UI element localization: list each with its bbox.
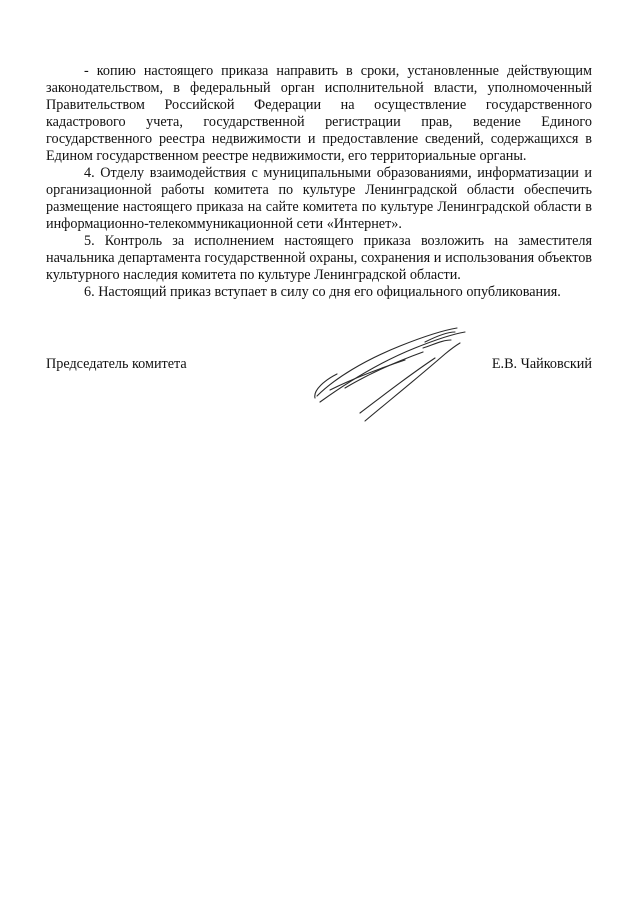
paragraph-copy-directive: - копию настоящего приказа направить в сроки, установленные действующим законодательством, в федеральный орган исполнительной власти, уполномоченный Правительством Российской Федерации на осуществление государственного кадастрового учета, государственной регистрации прав, ведение Единого государственного реестра недвижимости и предоставление сведений, содержащихся в Едином государственном реестре недвижимости, его территориальные органы.: [46, 63, 592, 164]
paragraph-item-5: 5. Контроль за исполнением настоящего приказа возложить на заместителя начальника департамента государственной охраны, сохранения и использования объектов культурного наследия комитета по культуре Ленинградской области.: [46, 233, 592, 283]
document-body: [46, 63, 592, 301]
signatory-name: Е.В. Чайковский: [491, 356, 592, 372]
signatory-title: Председатель комитета: [46, 356, 187, 372]
paragraph-item-6: 6. Настоящий приказ вступает в силу со дня его официального опубликования.: [84, 284, 561, 300]
paragraph-item-4: 4. Отделу взаимодействия с муниципальными образованиями, информатизации и организационной работы комитета по культуре Ленинградской области обеспечить размещение настоящего приказа на сайте комитета по культуре Ленинградской области в информационно-телекоммуникационной сети «Интернет».: [46, 165, 592, 232]
handwritten-signature: [305, 318, 475, 428]
